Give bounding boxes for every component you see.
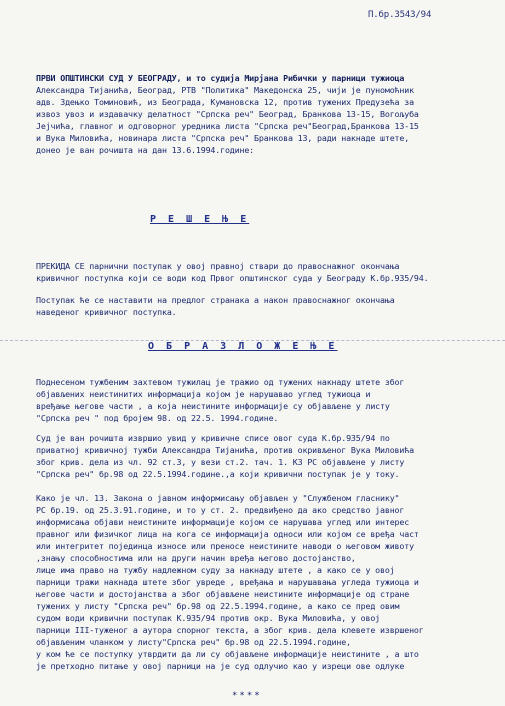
- reasoning-line: због крив. дела из чл. 92 ст.3, у вези ст.2. тач. 1. КЗ РС објављене у листу: [36, 457, 405, 467]
- intro-line: Јејчића, главног и одговорног уредника листа "Српска реч"Београд,Бранкова 13-15: [36, 121, 419, 131]
- reasoning-line: објављених неистинитих информација којом је нарушавао углед тужиоца и: [36, 389, 371, 399]
- reasoning-line: РС бр.19. од 25.3.91.године, и то у ст. 2. предвиђено да ако средство јавног: [36, 505, 405, 515]
- intro-line: Александра Тијанића, Београд, РТВ "Политика" Македонска 25, чији је пуномоћник: [36, 85, 414, 95]
- ruling-line: ПРЕКИДА СЕ парнични поступак у овој правној ствари до правоснажног окончања: [36, 261, 400, 271]
- reasoning-line: његове части и достојанства а због објављене неистините информације од стране: [36, 589, 410, 599]
- reasoning-line: приватној кривичној тужби Александра Тијанића, против окривљеног Вука Миловића: [36, 445, 414, 455]
- reasoning-line: објављеним чланком у листу"Српска реч" бр.98 од 22.5.1994.године,: [36, 637, 351, 647]
- reasoning-line: тужених у листу "Српска реч" бр.98 од 22.5.1994.године, а како се пред овим: [36, 601, 400, 611]
- reasoning-line: у ком ће се поступку утврдити да ли су објављене информације неистините , а што: [36, 649, 419, 659]
- reasoning-line: Суд је ван рочишта извршио увид у кривичне списе овог суда К.бр.935/94 по: [36, 433, 390, 443]
- reasoning-line: "Српска реч " под бројем 98. од 22.5. 1994.године.: [36, 413, 279, 423]
- reasoning-line: парници III-туженог а аутора спорног текста, а због крив. дела клевете извршеног: [36, 625, 424, 635]
- intro-line: донео је ван рочишта на дан 13.6.1994.године:: [36, 145, 255, 155]
- intro-line: ПРВИ ОПШТИНСКИ СУД У БЕОГРАДУ, и то судија Мирјана Рибички у парници тужиоца: [36, 73, 405, 83]
- case-reference: П.бр.3543/94: [368, 10, 432, 20]
- page-footer-marks: ****: [232, 691, 262, 701]
- intro-line: адв. Здењко Томиновић, из Београда, Кумановска 12, против тужених Предузећа за: [36, 97, 414, 107]
- reasoning-line: ,знању способностима или на други начин вређа његово достојанство,: [36, 553, 356, 563]
- ruling-line: Поступак ће се наставити на предлог странака а након правоснажног окончања: [36, 295, 395, 305]
- ruling-line: наведеног кривичног поступка.: [36, 307, 177, 317]
- reasoning-line: парници тражи накнада штете због увреде , вређања и нарушавања угледа тужиоца и: [36, 577, 419, 587]
- reasoning-line: информисања објави неистините информације којом се нарушава углед или интерес: [36, 517, 410, 527]
- reasoning-line: вређање његове части , а која неистините информације су објављене у листу: [36, 401, 390, 411]
- reasoning-heading: О Б Р А З Л О Ж Е Њ Е: [148, 341, 338, 352]
- reasoning-line: правног или физичког лица на кога се информација односи или којом се вређа част: [36, 529, 419, 539]
- reasoning-line: или интегритет појединца износе или преносе неистините наводи о његовом животу: [36, 541, 414, 551]
- reasoning-line: "Српска реч" бр.98 од 22.5.1994.године.,а који кривични поступак је у току.: [36, 469, 400, 479]
- reasoning-line: је претходно питање у овој парници на је суд одлучио као у изреци ове одлуке: [36, 661, 405, 671]
- intro-line: извоз увоз и издавачку делатност "Српска реч" Београд, Бранкова 13-15, Вогољуба: [36, 109, 419, 119]
- reasoning-line: Поднесеном тужбеним захтевом тужилац је тражио од тужених накнаду штете због: [36, 377, 405, 387]
- ruling-line: кривичног поступка који се води код Првог општинског суда у Београду К.бр.935/94.: [36, 273, 429, 283]
- reasoning-line: судом води кривични поступак К.935/94 против окр. Вука Миловића, у овој: [36, 613, 381, 623]
- reasoning-line: лице има право на тужбу надлежном суду за накнаду штете , а како се у овој: [36, 565, 395, 575]
- ruling-heading: Р Е Ш Е Њ Е: [150, 214, 250, 225]
- reasoning-line: Како је чл. 13. Закона о јавном информисању објављен у "Службеном гласнику": [36, 493, 400, 503]
- intro-line: и Вука Миловића, новинара листа "Српска реч" Бранкова 13, ради накнаде штете,: [36, 133, 410, 143]
